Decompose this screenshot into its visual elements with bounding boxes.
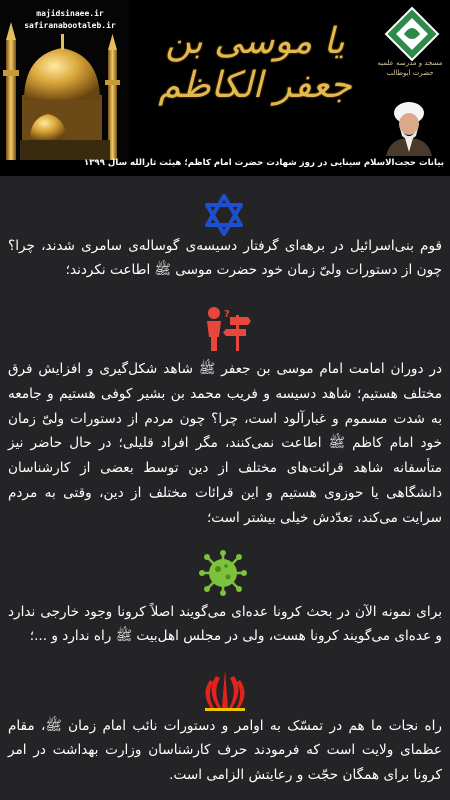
confused-person-crossroads-icon [200,305,252,353]
svg-text:?: ? [224,309,230,320]
paragraph-corona-opinions: برای نمونه الآن در بحث کرونا عده‌ای می‌گویند اصلاً کرونا وجود خارجی ندارد و عده‌ای می‌گویند کرونا هست، ولی در مجلس اهل‌بیت ﷺ راه ندارد و ...؛ [8,604,442,645]
logo-caption [374,58,446,78]
header-banner [0,0,450,176]
coronavirus-icon [198,550,248,596]
website-urls [0,8,140,32]
iran-emblem-icon [202,668,248,712]
logo-caption-line-2: حضرت ابوطالب [386,69,434,77]
star-of-david-icon [204,194,244,236]
cleric-portrait-image [378,100,440,156]
paragraph-imam-kazem-era: در دوران امامت امام موسی بن جعفر ﷺ شاهد شکل‌گیری و افزایش فرق مختلف هستیم؛ شاهد دسیسه و فریب محمد بن بشیر کوفی هستیم و جامعه به شدت مسموم و غبارآلود است، چرا؟ چون مردم از دستورات ولیّ زمان خود امام کاظم ﷺ اطاعت نمی‌کنند، مگر افراد قلیلی؛ در حال حاضر نیز متأسفانه شاهد قرائت‌های مختلف از دین توسط بعضی از کارشناسان دانشگاهی یا حوزوی هستیم و این قرائات مختلف از دین، وقتی به مردم سرایت می‌کند، تعدّدش خیلی بیشتر است؛ [8,361,442,526]
speech-caption: بیانات حجت‌الاسلام سینایی در روز شهادت حضرت امام کاظم؛ هیئت ثارالله سال ۱۳۹۹ [83,158,444,168]
mosque-logo-icon [380,4,444,94]
paragraph-salvation: راه نجات ما هم در تمسّک به اوامر و دستورات نائب امام زمان ﷺ، مقام عظمای ولایت است که فرمودند حرف کارشناسان وزارت بهداشت در امر کرونا برای همگان حجّت و رعایتش الزامی است. [8,718,442,783]
paragraph-samiri-calf: قوم بنی‌اسرائیل در برهه‌ای گرفتار دسیسه‌ی گوساله‌ی سامری شدند، چرا؟ چون از دستورات ولیّ زمان خود حضرت موسی ﷺ اطاعت نکردند؛ [8,238,442,279]
logo-caption-line-1: مسجد و مدرسه علمیه [377,59,443,67]
url-safiranabootaleb[interactable]: safiranabootaleb.ir [24,21,116,30]
calligraphy-title: یا موسی بن جعفر الکاظم [158,21,352,106]
url-majidsinaee[interactable]: majidsinaee.ir [36,9,104,18]
